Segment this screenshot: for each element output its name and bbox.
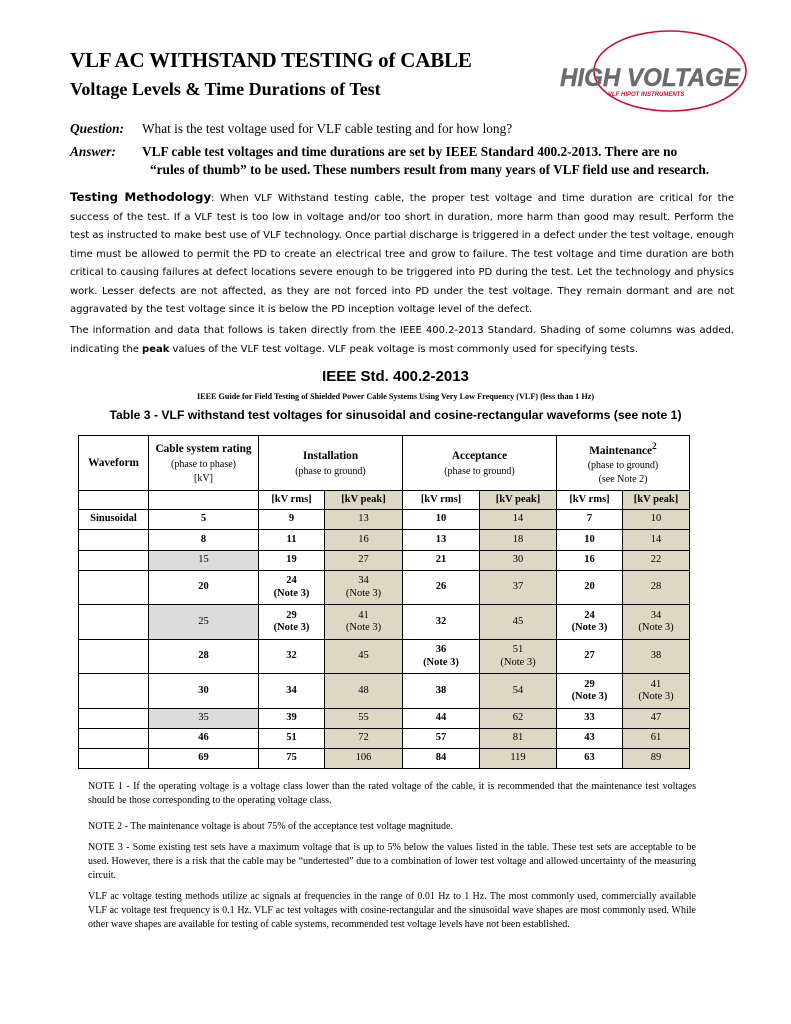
- table-row: [79, 709, 690, 729]
- cell-value: 57: [435, 732, 447, 744]
- cell-rating: 8: [149, 530, 259, 551]
- header-rating-label: Cable system rating: [155, 442, 252, 455]
- cell-a-rms: [403, 510, 480, 530]
- cell-value: 41: [358, 609, 369, 621]
- cell-value: 44: [435, 712, 447, 724]
- high-voltage-logo: [552, 28, 752, 114]
- closing-paragraph: VLF ac voltage testing methods utilize ac signals at frequencies in the range of 0.01 Hz to 1 Hz. The most commonly used, commercially available VLF ac voltage test frequency is 0.1 Hz. VLF ac test voltages with cosine-rectangular and the sinusoidal wave shapes are most commonly used. While other wave shapes are available for testing of cable systems, recommended test voltage levels have not been established.: [88, 891, 696, 930]
- cell-rating: 69: [149, 749, 259, 769]
- cell-value: 45: [512, 615, 524, 627]
- cell-a-pk: [480, 530, 557, 551]
- cell-m-rms: [557, 729, 623, 749]
- cell-note: (Note 3): [500, 656, 536, 668]
- page-subtitle: Voltage Levels & Time Durations of Test: [70, 79, 381, 99]
- table-row: [79, 571, 690, 605]
- answer-line-1: VLF cable test voltages and time durations are set by IEEE Standard 400.2-2013. There are no: [142, 144, 678, 159]
- cell-m-rms: [557, 709, 623, 729]
- unit-acceptance-peak: [kV peak]: [480, 491, 557, 510]
- cell-i-pk: [325, 674, 403, 709]
- table-row: [79, 530, 690, 551]
- cell-value: 28: [650, 581, 662, 593]
- answer-block: [70, 143, 730, 179]
- cell-i-pk: [325, 571, 403, 605]
- answer-line-2: “rules of thumb” to be used. These numbers result from many years of VLF field use and research.: [150, 162, 710, 177]
- cell-i-pk: [325, 749, 403, 769]
- cell-a-rms: [403, 674, 480, 709]
- table-row: [79, 605, 690, 640]
- info-text-after: values of the VLF test voltage. VLF peak voltage is most commonly used for specifying tests.: [169, 343, 638, 355]
- cell-i-rms: [259, 729, 325, 749]
- cell-value: 51: [286, 732, 297, 744]
- cell-i-rms: [259, 640, 325, 674]
- cell-a-pk: [480, 551, 557, 571]
- cell-value: 10: [435, 513, 447, 525]
- cell-i-rms: [259, 749, 325, 769]
- testing-methodology-paragraph: [70, 188, 734, 320]
- header-installation-label: Installation: [302, 449, 359, 462]
- cell-m-rms: [557, 749, 623, 769]
- header-maintenance-sup: 2: [652, 441, 657, 452]
- cell-m-rms: [557, 510, 623, 530]
- cell-value: 19: [286, 554, 297, 566]
- cell-value: 45: [358, 650, 369, 662]
- cell-value: 41: [650, 678, 662, 690]
- guide-title: IEEE Guide for Field Testing of Shielded Power Cable Systems Using Very Low Frequency (VLF) (less than 1 Hz): [196, 392, 595, 401]
- cell-note: (Note 3): [638, 622, 674, 633]
- cell-value: 14: [650, 533, 662, 545]
- cell-note: (Note 3): [571, 622, 608, 633]
- cell-rating: 15: [149, 551, 259, 571]
- cell-m-pk: [623, 551, 690, 571]
- methodology-heading: Testing Methodology: [70, 190, 212, 204]
- cell-m-pk: [623, 674, 690, 709]
- cell-note: (Note 3): [273, 587, 310, 599]
- table-row: [79, 749, 690, 769]
- header-maintenance-label: Maintenance: [589, 444, 653, 457]
- cell-value: 11: [286, 533, 297, 545]
- logo-tagline: VLF HIPOT INSTRUMENTS: [608, 92, 685, 98]
- cell-value: 38: [650, 650, 662, 662]
- cell-a-pk: [480, 605, 557, 640]
- cell-value: 63: [584, 752, 595, 764]
- cell-value: 37: [512, 581, 524, 593]
- cell-value: 32: [286, 650, 297, 662]
- cell-value: 24: [584, 609, 595, 621]
- cell-m-pk: [623, 571, 690, 605]
- cell-note: (Note 3): [273, 622, 310, 633]
- cell-value: 7: [586, 513, 593, 525]
- header-maintenance: [557, 436, 690, 491]
- cell-value: 29: [584, 678, 595, 690]
- cell-value: 21: [435, 554, 447, 566]
- cell-m-rms: [557, 605, 623, 640]
- unit-installation-peak: [kV peak]: [325, 491, 403, 510]
- cell-value: 39: [286, 712, 297, 724]
- table-row: [79, 729, 690, 749]
- cell-value: 84: [435, 752, 447, 764]
- answer-label: Answer:: [70, 144, 116, 159]
- info-text-bold: peak: [142, 343, 170, 355]
- cell-value: 38: [435, 684, 447, 696]
- cell-a-pk: [480, 571, 557, 605]
- cell-m-pk: [623, 605, 690, 640]
- cell-value: 16: [358, 533, 369, 545]
- units-blank-rating: [149, 491, 259, 510]
- cell-value: 106: [355, 752, 372, 764]
- cell-a-rms: [403, 530, 480, 551]
- table-row: [79, 551, 690, 571]
- cell-waveform: [79, 551, 149, 571]
- cell-rating: 35: [149, 709, 259, 729]
- cell-a-pk: [480, 640, 557, 674]
- cell-value: 10: [584, 533, 595, 545]
- cell-note: (Note 3): [345, 587, 382, 599]
- cell-a-rms: [403, 729, 480, 749]
- units-blank-waveform: [79, 491, 149, 510]
- header-acceptance: [403, 436, 557, 491]
- note-2: NOTE 2 - The maintenance voltage is about 75% of the acceptance test voltage magnitude.: [88, 821, 453, 832]
- cell-a-rms: [403, 709, 480, 729]
- unit-installation-rms: [kV rms]: [259, 491, 325, 510]
- cell-waveform: [79, 729, 149, 749]
- table-body: [79, 510, 690, 769]
- header-acceptance-label: Acceptance: [451, 449, 508, 462]
- cell-m-pk: [623, 510, 690, 530]
- cell-waveform: [79, 571, 149, 605]
- header-acceptance-sub: (phase to ground): [444, 465, 515, 477]
- cell-i-pk: [325, 510, 403, 530]
- note-1: NOTE 1 - If the operating voltage is a voltage class lower than the rated voltage of the cable, it is recommended that the maintenance test voltages should be those corresponding to the operating voltage class.: [88, 781, 696, 806]
- unit-maintenance-peak: [kV peak]: [623, 491, 690, 510]
- cell-value: 32: [435, 615, 447, 627]
- cell-waveform: [79, 605, 149, 640]
- cell-m-rms: [557, 571, 623, 605]
- info-text-before: The information and data that follows is taken directly from the IEEE 400.2-2013 Standard. Shading of some columns was added, indicating the: [70, 325, 734, 355]
- table-units-row: [79, 491, 690, 510]
- cell-a-pk: [480, 749, 557, 769]
- cell-value: 18: [512, 533, 524, 545]
- cell-i-pk: [325, 729, 403, 749]
- cell-m-rms: [557, 551, 623, 571]
- unit-acceptance-rms: [kV rms]: [403, 491, 480, 510]
- cell-value: 48: [358, 684, 369, 696]
- unit-maintenance-rms: [kV rms]: [557, 491, 623, 510]
- cell-i-pk: [325, 530, 403, 551]
- cell-rating: 25: [149, 605, 259, 640]
- header-rating: [149, 436, 259, 491]
- cell-value: 62: [512, 712, 524, 724]
- cell-a-rms: [403, 571, 480, 605]
- header-installation: [259, 436, 403, 491]
- cell-value: 34: [286, 684, 297, 696]
- header-installation-sub: (phase to ground): [295, 465, 366, 477]
- cell-i-rms: [259, 571, 325, 605]
- cell-note: (Note 3): [638, 691, 674, 702]
- cell-i-rms: [259, 530, 325, 551]
- cell-i-rms: [259, 605, 325, 640]
- cell-rating: 20: [149, 571, 259, 605]
- cell-m-pk: [623, 709, 690, 729]
- table-row: [79, 640, 690, 674]
- header-maintenance-sub1: (phase to ground): [587, 460, 659, 472]
- cell-i-pk: [325, 551, 403, 571]
- cell-value: 119: [510, 752, 526, 764]
- cell-value: 22: [650, 554, 662, 566]
- cell-value: 89: [650, 752, 662, 764]
- header-rating-sub2: [kV]: [194, 472, 213, 484]
- cell-i-rms: [259, 674, 325, 709]
- header-maintenance-sub2: (see Note 2): [598, 474, 648, 486]
- cell-a-rms: [403, 551, 480, 571]
- cell-rating: 28: [149, 640, 259, 674]
- cell-note: (Note 3): [345, 622, 382, 633]
- page-title: VLF AC WITHSTAND TESTING of CABLE: [70, 48, 472, 72]
- cell-i-rms: [259, 551, 325, 571]
- cell-value: 54: [512, 684, 524, 696]
- question-text: What is the test voltage used for VLF cable testing and for how long?: [142, 121, 513, 136]
- cell-value: 13: [435, 533, 447, 545]
- cell-value: 10: [650, 513, 662, 525]
- table-row: [79, 674, 690, 709]
- cell-note: (Note 3): [423, 656, 459, 668]
- cell-m-rms: [557, 530, 623, 551]
- cell-value: 81: [512, 732, 524, 744]
- cell-waveform: [79, 640, 149, 674]
- cell-a-pk: [480, 674, 557, 709]
- cell-value: 27: [584, 650, 595, 662]
- cell-m-pk: [623, 640, 690, 674]
- question-line: [70, 120, 512, 138]
- cell-value: 27: [358, 554, 369, 566]
- table-caption: Table 3 - VLF withstand test voltages for sinusoidal and cosine-rectangular waveforms (see note 1): [109, 408, 682, 422]
- cell-m-pk: [623, 530, 690, 551]
- cell-value: 29: [286, 609, 297, 621]
- cell-m-rms: [557, 674, 623, 709]
- table-row: [79, 510, 690, 530]
- table-header-row: [79, 436, 690, 491]
- cell-m-pk: [623, 729, 690, 749]
- cell-value: 33: [584, 712, 595, 724]
- standard-title: IEEE Std. 400.2-2013: [322, 368, 469, 385]
- cell-a-pk: [480, 729, 557, 749]
- cell-i-pk: [325, 605, 403, 640]
- header-waveform: Waveform: [79, 436, 149, 491]
- cell-value: 72: [358, 732, 369, 744]
- cell-a-rms: [403, 749, 480, 769]
- cell-value: 9: [288, 513, 295, 525]
- cell-value: 26: [435, 581, 447, 593]
- cell-value: 34: [358, 575, 369, 586]
- cell-value: 13: [358, 513, 369, 525]
- cell-waveform: [79, 749, 149, 769]
- cell-i-rms: [259, 709, 325, 729]
- cell-i-pk: [325, 640, 403, 674]
- cell-a-rms: [403, 605, 480, 640]
- cell-waveform: [79, 674, 149, 709]
- cell-value: 14: [512, 513, 524, 525]
- cell-m-pk: [623, 749, 690, 769]
- cell-rating: 5: [149, 510, 259, 530]
- cell-value: 20: [584, 581, 595, 593]
- cell-rating: 30: [149, 674, 259, 709]
- cell-rating: 46: [149, 729, 259, 749]
- cell-a-pk: [480, 709, 557, 729]
- methodology-text: : When VLF Withstand testing cable, the proper test voltage and time duration are critical for the success of the test. If a VLF test is too low in voltage and/or too short in duration, more harm than good may result. Perform the test as instructed to make best use of VLF technology. Once partial discharge is triggered in a defect under the test voltage, enough time must be allowed to permit the PD to create an electrical tree and grow to failure. The test voltage and time duration are both critical to causing failures at defect locations severe enough to be triggered into PD during the test. Let the technology and physics work. Lesser defects are not affected, as they are not forced into PD under the test voltage. They remain dormant and are not aggravated by the test voltage since it is below the PD inception voltage level of the defect.: [70, 193, 734, 315]
- cell-a-rms: [403, 640, 480, 674]
- cell-note: (Note 3): [571, 691, 608, 702]
- header-rating-sub1: (phase to phase): [171, 458, 236, 470]
- cell-value: 24: [286, 575, 297, 586]
- cell-value: 30: [512, 554, 524, 566]
- cell-i-pk: [325, 709, 403, 729]
- question-label: Question:: [70, 121, 124, 136]
- cell-value: 75: [286, 752, 297, 764]
- cell-i-rms: [259, 510, 325, 530]
- cell-value: 36: [435, 644, 447, 655]
- cell-value: 43: [584, 732, 595, 744]
- cell-value: 47: [650, 712, 662, 724]
- cell-value: 34: [650, 609, 662, 621]
- cell-waveform: Sinusoidal: [79, 510, 149, 530]
- cell-waveform: [79, 530, 149, 551]
- cell-value: 61: [650, 732, 662, 744]
- cell-value: 51: [512, 644, 524, 655]
- vlf-voltage-table: [78, 435, 690, 769]
- info-paragraph: [70, 322, 734, 359]
- cell-waveform: [79, 709, 149, 729]
- cell-m-rms: [557, 640, 623, 674]
- cell-a-pk: [480, 510, 557, 530]
- note-3: NOTE 3 - Some existing test sets have a maximum voltage that is up to 5% below the values listed in the table. These test sets are acceptable to be used. However, there is a risk that the cable may be “undertested” due to a combination of lower test voltage and allowed uncertainty of the measuring circuit.: [88, 842, 696, 881]
- cell-value: 16: [584, 554, 595, 566]
- cell-value: 55: [358, 712, 369, 724]
- logo-text: HIGH VOLTAGE: [560, 64, 742, 92]
